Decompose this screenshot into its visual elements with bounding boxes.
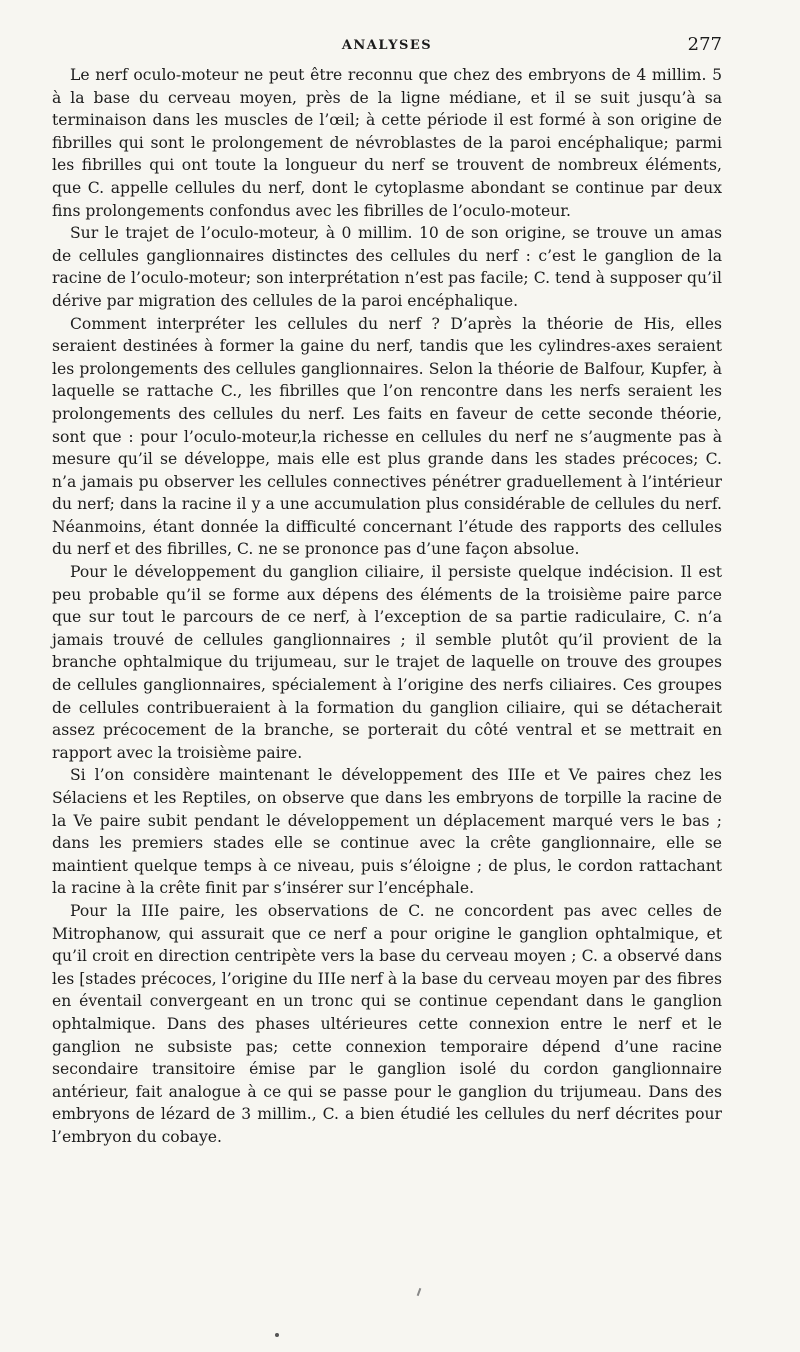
paragraph: Pour la IIIe paire, les observations de C. ne concordent pas avec celles de Mitrophanow, qui assurait que ce nerf a pour origine le ganglion ophtalmique, et qu’il croit en direction centripète vers la base du cerveau moyen ; C. a observé dans les [stades précoces, l’origine du IIIe nerf à la base du cerveau moyen par des fibres en éventail convergeant en un tronc qui se continue cependant dans le ganglion ophtalmique. Dans des phases ultérieures cette connexion entre le nerf et le ganglion ne subsiste pas; cette connexion temporaire dépend d’une racine secondaire transitoire émise par le ganglion isolé du cordon ganglionnaire antérieur, fait analogue à ce qui se passe pour le ganglion du trijumeau. Dans des embryons de lézard de 3 millim., C. a bien étudié les cellules du nerf décrites pour l’embryon du cobaye. (52, 901, 722, 1146)
article-body (52, 64, 722, 1149)
page-header (52, 30, 722, 64)
ink-dot (275, 1333, 279, 1337)
paragraph: Si l’on considère maintenant le développement des IIIe et Ve paires chez les Sélaciens et les Reptiles, on observe que dans les embryons de torpille la racine de la Ve paire subit pendant le développement un déplacement marqué vers le bas ; dans les premiers stades elle se continue avec la crête ganglionnaire, elle se maintient quelque temps à ce niveau, puis s’éloigne ; de plus, le cordon rattachant la racine à la crête finit par s’insérer sur l’encéphale. (52, 766, 722, 898)
page-number: 277 (687, 34, 722, 55)
paragraph: Sur le trajet de l’oculo-moteur, à 0 millim. 10 de son origine, se trouve un amas de cellules ganglionnaires distinctes des cellules du nerf : c’est le ganglion de la racine de l’oculo-moteur; son interprétation n’est pas facile; C. tend à supposer qu’il dérive par migration des cellules de la paroi encéphalique. (52, 224, 722, 310)
paragraph: Le nerf oculo-moteur ne peut être reconnu que chez des embryons de 4 millim. 5 à la base du cerveau moyen, près de la ligne médiane, et il se suit jusqu’à sa terminaison dans les muscles de l’œil; à cette période il est formé à son origine de fibrilles qui sont le prolongement de névroblastes de la paroi encéphalique; parmi les fibrilles qui ont toute la longueur du nerf se trouvent de nombreux éléments, que C. appelle cellules du nerf, dont le cytoplasme abondant se continue par deux fins prolongements confondus avec les fibrilles de l’oculo-moteur. (52, 66, 722, 220)
paragraph: Pour le développement du ganglion ciliaire, il persiste quelque indécision. Il est peu probable qu’il se forme aux dépens des éléments de la troisième paire parce que sur tout le parcours de ce nerf, à l’exception de sa partie radiculaire, C. n’a jamais trouvé de cellules ganglionnaires ; il semble plutôt qu’il provient de la branche ophtalmique du trijumeau, sur le trajet de laquelle on trouve des groupes de cellules ganglionnaires, spécialement à l’origine des nerfs ciliaires. Ces groupes de cellules contribueraient à la formation du ganglion ciliaire, qui se détacherait assez précocement de la branche, se porterait du côté ventral et se mettrait en rapport avec la troisième paire. (52, 563, 722, 762)
running-head: ANALYSES (341, 38, 433, 53)
ink-mark (417, 1288, 422, 1296)
paragraph: Comment interpréter les cellules du nerf ? D’après la théorie de His, elles seraient destinées à former la gaine du nerf, tandis que les cylindres-axes seraient les prolongements des cellules ganglionnaires. Selon la théorie de Balfour, Kupfer, à laquelle se rattache C., les fibrilles que l’on rencontre dans les nerfs seraient les prolongements des cellules du nerf. Les faits en faveur de cette seconde théorie, sont que : pour l’oculo-moteur,la richesse en cellules du nerf ne s’augmente pas à mesure qu’il se développe, mais elle est plus grande dans les stades précoces; C. n’a jamais pu observer les cellules connectives pénétrer graduellement à l’intérieur du nerf; dans la racine il y a une accumulation plus considérable de cellules du nerf. Néanmoins, étant donnée la difficulté concernant l’étude des rapports des cellules du nerf et des fibrilles, C. ne se prononce pas d’une façon absolue. (52, 314, 722, 559)
page (52, 30, 722, 1149)
